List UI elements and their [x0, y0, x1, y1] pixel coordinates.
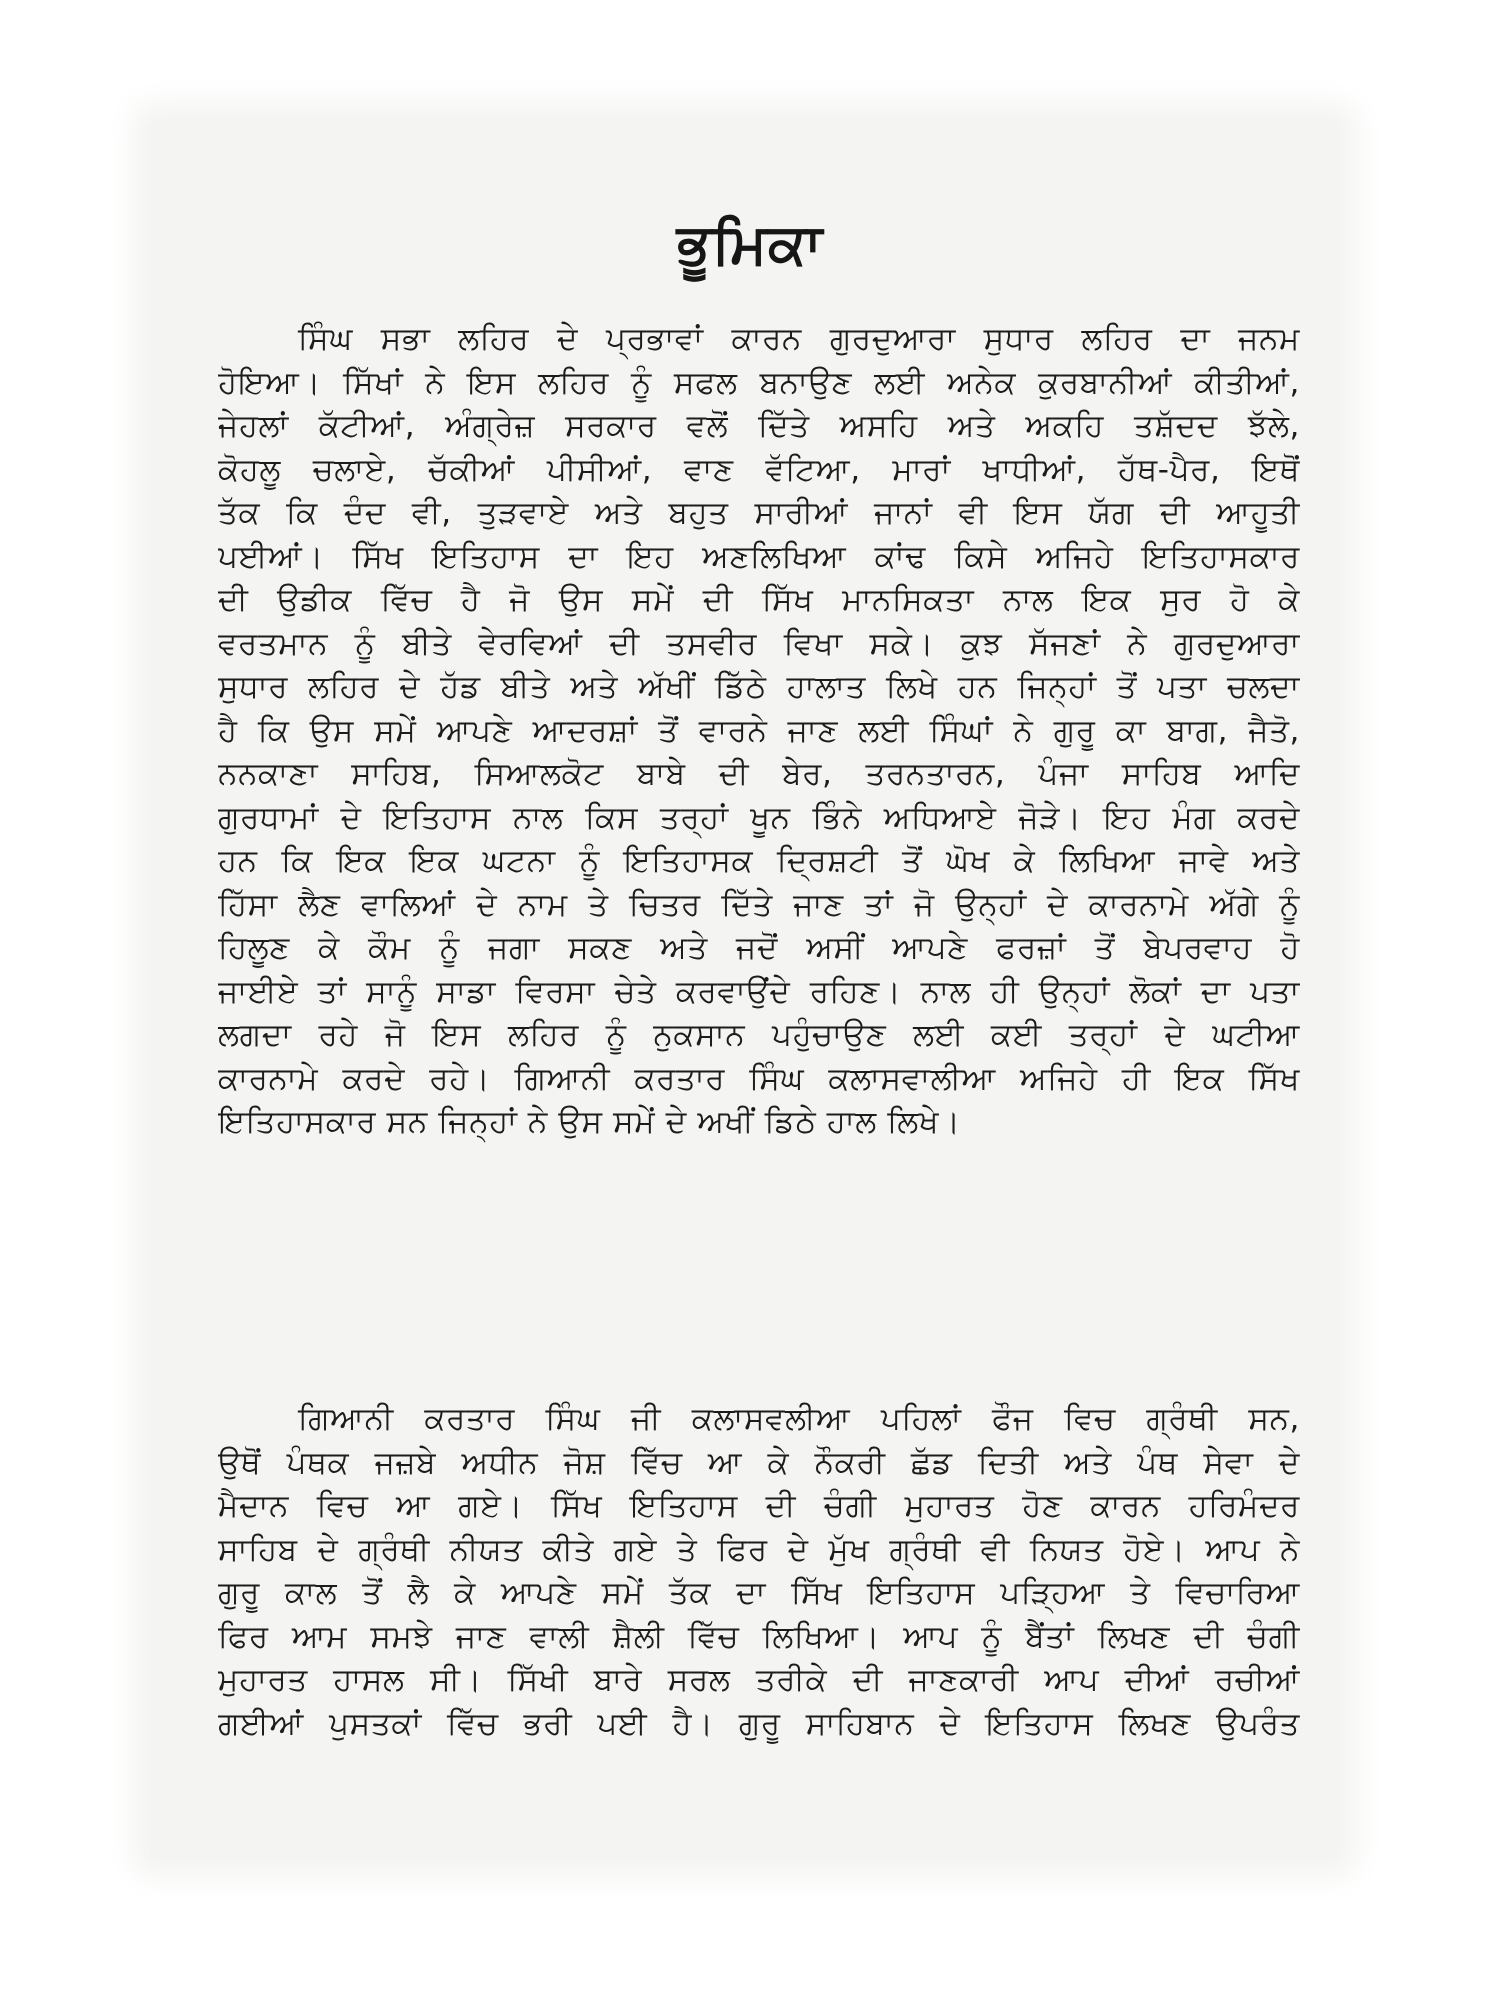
- paragraph-line: ਤੱਕ ਕਿ ਦੰਦ ਵੀ, ਤੁੜਵਾਏ ਅਤੇ ਬਹੁਤ ਸਾਰੀਆਂ ਜਾਨਾਂ ਵੀ ਇਸ ਯੱਗ ਦੀ ਆਹੂਤੀ: [218, 495, 1300, 531]
- paragraph-2: [218, 1398, 1300, 1746]
- paragraph-line: ਗੁਰਧਾਮਾਂ ਦੇ ਇਤਿਹਾਸ ਨਾਲ ਕਿਸ ਤਰ੍ਹਾਂ ਖੂਨ ਭਿੰਨੇ ਅਧਿਆਏ ਜੋੜੇ। ਇਹ ਮੰਗ ਕਰਦੇ: [218, 799, 1300, 836]
- paragraph-line: ਜੇਹਲਾਂ ਕੱਟੀਆਂ, ਅੰਗ੍ਰੇਜ਼ ਸਰਕਾਰ ਵਲੋਂ ਦਿੱਤੇ ਅਸਹਿ ਅਤੇ ਅਕਹਿ ਤਸ਼ੱਦਦ ਝੱਲੇ,: [218, 408, 1300, 444]
- paragraph-line: ਜਾਈਏ ਤਾਂ ਸਾਨੂੰ ਸਾਡਾ ਵਿਰਸਾ ਚੇਤੇ ਕਰਵਾਉਂਦੇ ਰਹਿਣ। ਨਾਲ ਹੀ ਉਨ੍ਹਾਂ ਲੋਕਾਂ ਦਾ ਪਤਾ: [218, 973, 1300, 1010]
- paragraph-line: ਉਥੋਂ ਪੰਥਕ ਜਜ਼ਬੇ ਅਧੀਨ ਜੋਸ਼ ਵਿੱਚ ਆ ਕੇ ਨੌਕਰੀ ਛੱਡ ਦਿਤੀ ਅਤੇ ਪੰਥ ਸੇਵਾ ਦੇ: [218, 1444, 1300, 1481]
- paragraph-1: [218, 318, 1300, 1145]
- paragraph-line: ਕੋਹਲੂ ਚਲਾਏ, ਚੱਕੀਆਂ ਪੀਸੀਆਂ, ਵਾਣ ਵੱਟਿਆ, ਮਾਰਾਂ ਖਾਧੀਆਂ, ਹੱਥ-ਪੈਰ, ਇਥੋਂ: [218, 451, 1300, 488]
- paragraph-line: ਹਿਲੂਣ ਕੇ ਕੌਮ ਨੂੰ ਜਗਾ ਸਕਣ ਅਤੇ ਜਦੋਂ ਅਸੀਂ ਆਪਣੇ ਫਰਜ਼ਾਂ ਤੋਂ ਬੇਪਰਵਾਹ ਹੋ: [218, 930, 1300, 966]
- paragraph-line: ਮੁਹਾਰਤ ਹਾਸਲ ਸੀ। ਸਿੱਖੀ ਬਾਰੇ ਸਰਲ ਤਰੀਕੇ ਦੀ ਜਾਣਕਾਰੀ ਆਪ ਦੀਆਂ ਰਚੀਆਂ: [218, 1662, 1300, 1698]
- paragraph-line: ਫਿਰ ਆਮ ਸਮਝੇ ਜਾਣ ਵਾਲੀ ਸ਼ੈਲੀ ਵਿੱਚ ਲਿਖਿਆ। ਆਪ ਨੂੰ ਬੈਂਤਾਂ ਲਿਖਣ ਦੀ ਚੰਗੀ: [218, 1618, 1300, 1655]
- paragraph-line: ਸਾਹਿਬ ਦੇ ਗ੍ਰੰਥੀ ਨੀਯਤ ਕੀਤੇ ਗਏ ਤੇ ਫਿਰ ਦੇ ਮੁੱਖ ਗ੍ਰੰਥੀ ਵੀ ਨਿਯਤ ਹੋਏ। ਆਪ ਨੇ: [218, 1531, 1300, 1568]
- paragraph-line: ਲਗਦਾ ਰਹੇ ਜੋ ਇਸ ਲਹਿਰ ਨੂੰ ਨੁਕਸਾਨ ਪਹੁੰਚਾਉਣ ਲਈ ਕਈ ਤਰ੍ਹਾਂ ਦੇ ਘਟੀਆ: [218, 1017, 1300, 1053]
- paragraph-line: ਵਰਤਮਾਨ ਨੂੰ ਬੀਤੇ ਵੇਰਵਿਆਂ ਦੀ ਤਸਵੀਰ ਵਿਖਾ ਸਕੇ। ਕੁਝ ਸੱਜਣਾਂ ਨੇ ਗੁਰਦੁਆਰਾ: [218, 625, 1300, 662]
- paragraph-line: ਸਿੰਘ ਸਭਾ ਲਹਿਰ ਦੇ ਪ੍ਰਭਾਵਾਂ ਕਾਰਨ ਗੁਰਦੁਆਰਾ ਸੁਧਾਰ ਲਹਿਰ ਦਾ ਜਨਮ: [298, 321, 1300, 357]
- paragraph-line: ਕਾਰਨਾਮੇ ਕਰਦੇ ਰਹੇ। ਗਿਆਨੀ ਕਰਤਾਰ ਸਿੰਘ ਕਲਾਸਵਾਲੀਆ ਅਜਿਹੇ ਹੀ ਇਕ ਸਿੱਖ: [218, 1060, 1300, 1097]
- paragraph-line: ਹੋਇਆ। ਸਿੱਖਾਂ ਨੇ ਇਸ ਲਹਿਰ ਨੂੰ ਸਫਲ ਬਨਾਉਣ ਲਈ ਅਨੇਕ ਕੁਰਬਾਨੀਆਂ ਕੀਤੀਆਂ,: [218, 364, 1300, 401]
- paragraph-line: ਗਈਆਂ ਪੁਸਤਕਾਂ ਵਿੱਚ ਭਰੀ ਪਈ ਹੈ। ਗੁਰੂ ਸਾਹਿਬਾਨ ਦੇ ਇਤਿਹਾਸ ਲਿਖਣ ਉਪਰੰਤ: [218, 1705, 1300, 1742]
- paragraph-line: ਹੈ ਕਿ ਉਸ ਸਮੇਂ ਆਪਣੇ ਆਦਰਸ਼ਾਂ ਤੋਂ ਵਾਰਨੇ ਜਾਣ ਲਈ ਸਿੰਘਾਂ ਨੇ ਗੁਰੂ ਕਾ ਬਾਗ, ਜੈਤੋ,: [218, 712, 1300, 749]
- paragraph-line: ਗਿਆਨੀ ਕਰਤਾਰ ਸਿੰਘ ਜੀ ਕਲਾਸਵਲੀਆ ਪਹਿਲਾਂ ਫੌਜ ਵਿਚ ਗ੍ਰੰਥੀ ਸਨ,: [298, 1401, 1300, 1437]
- paragraph-line: ਹਨ ਕਿ ਇਕ ਇਕ ਘਟਨਾ ਨੂੰ ਇਤਿਹਾਸਕ ਦ੍ਰਿਸ਼ਟੀ ਤੋਂ ਘੋਖ ਕੇ ਲਿਖਿਆ ਜਾਵੇ ਅਤੇ: [218, 843, 1300, 879]
- paragraph-line: ਸੁਧਾਰ ਲਹਿਰ ਦੇ ਹੱਡ ਬੀਤੇ ਅਤੇ ਅੱਖੀਂ ਡਿੱਠੇ ਹਾਲਾਤ ਲਿਖੇ ਹਨ ਜਿਨ੍ਹਾਂ ਤੋਂ ਪਤਾ ਚਲਦਾ: [218, 669, 1300, 705]
- paragraph-line: ਦੀ ਉਡੀਕ ਵਿੱਚ ਹੈ ਜੋ ਉਸ ਸਮੇਂ ਦੀ ਸਿੱਖ ਮਾਨਸਿਕਤਾ ਨਾਲ ਇਕ ਸੁਰ ਹੋ ਕੇ: [218, 582, 1300, 618]
- paragraph-line: ਇਤਿਹਾਸਕਾਰ ਸਨ ਜਿਨ੍ਹਾਂ ਨੇ ਉਸ ਸਮੇਂ ਦੇ ਅਖੀਂ ਡਿਠੇ ਹਾਲ ਲਿਖੇ।: [218, 1104, 961, 1140]
- paragraph-line: ਪਈਆਂ। ਸਿੱਖ ਇਤਿਹਾਸ ਦਾ ਇਹ ਅਣਲਿਖਿਆ ਕਾਂਢ ਕਿਸੇ ਅਜਿਹੇ ਇਤਿਹਾਸਕਾਰ: [218, 538, 1300, 575]
- paragraph-line: ਮੈਦਾਨ ਵਿਚ ਆ ਗਏ। ਸਿੱਖ ਇਤਿਹਾਸ ਦੀ ਚੰਗੀ ਮੁਹਾਰਤ ਹੋਣ ਕਾਰਨ ਹਰਿਮੰਦਰ: [218, 1488, 1300, 1524]
- paragraph-line: ਨਨਕਾਣਾ ਸਾਹਿਬ, ਸਿਆਲਕੋਟ ਬਾਬੇ ਦੀ ਬੇਰ, ਤਰਨਤਾਰਨ, ਪੰਜਾ ਸਾਹਿਬ ਆਦਿ: [218, 756, 1300, 792]
- page-title: ਭੂਮਿਕਾ: [676, 211, 824, 277]
- paragraph-line: ਹਿੱਸਾ ਲੈਣ ਵਾਲਿਆਂ ਦੇ ਨਾਮ ਤੇ ਚਿਤਰ ਦਿੱਤੇ ਜਾਣ ਤਾਂ ਜੋ ਉਨ੍ਹਾਂ ਦੇ ਕਾਰਨਾਮੇ ਅੱਗੇ ਨੂੰ: [218, 886, 1300, 923]
- paragraph-line: ਗੁਰੂ ਕਾਲ ਤੋਂ ਲੈ ਕੇ ਆਪਣੇ ਸਮੇਂ ਤੱਕ ਦਾ ਸਿੱਖ ਇਤਿਹਾਸ ਪੜ੍ਹਿਆ ਤੇ ਵਿਚਾਰਿਆ: [218, 1575, 1300, 1611]
